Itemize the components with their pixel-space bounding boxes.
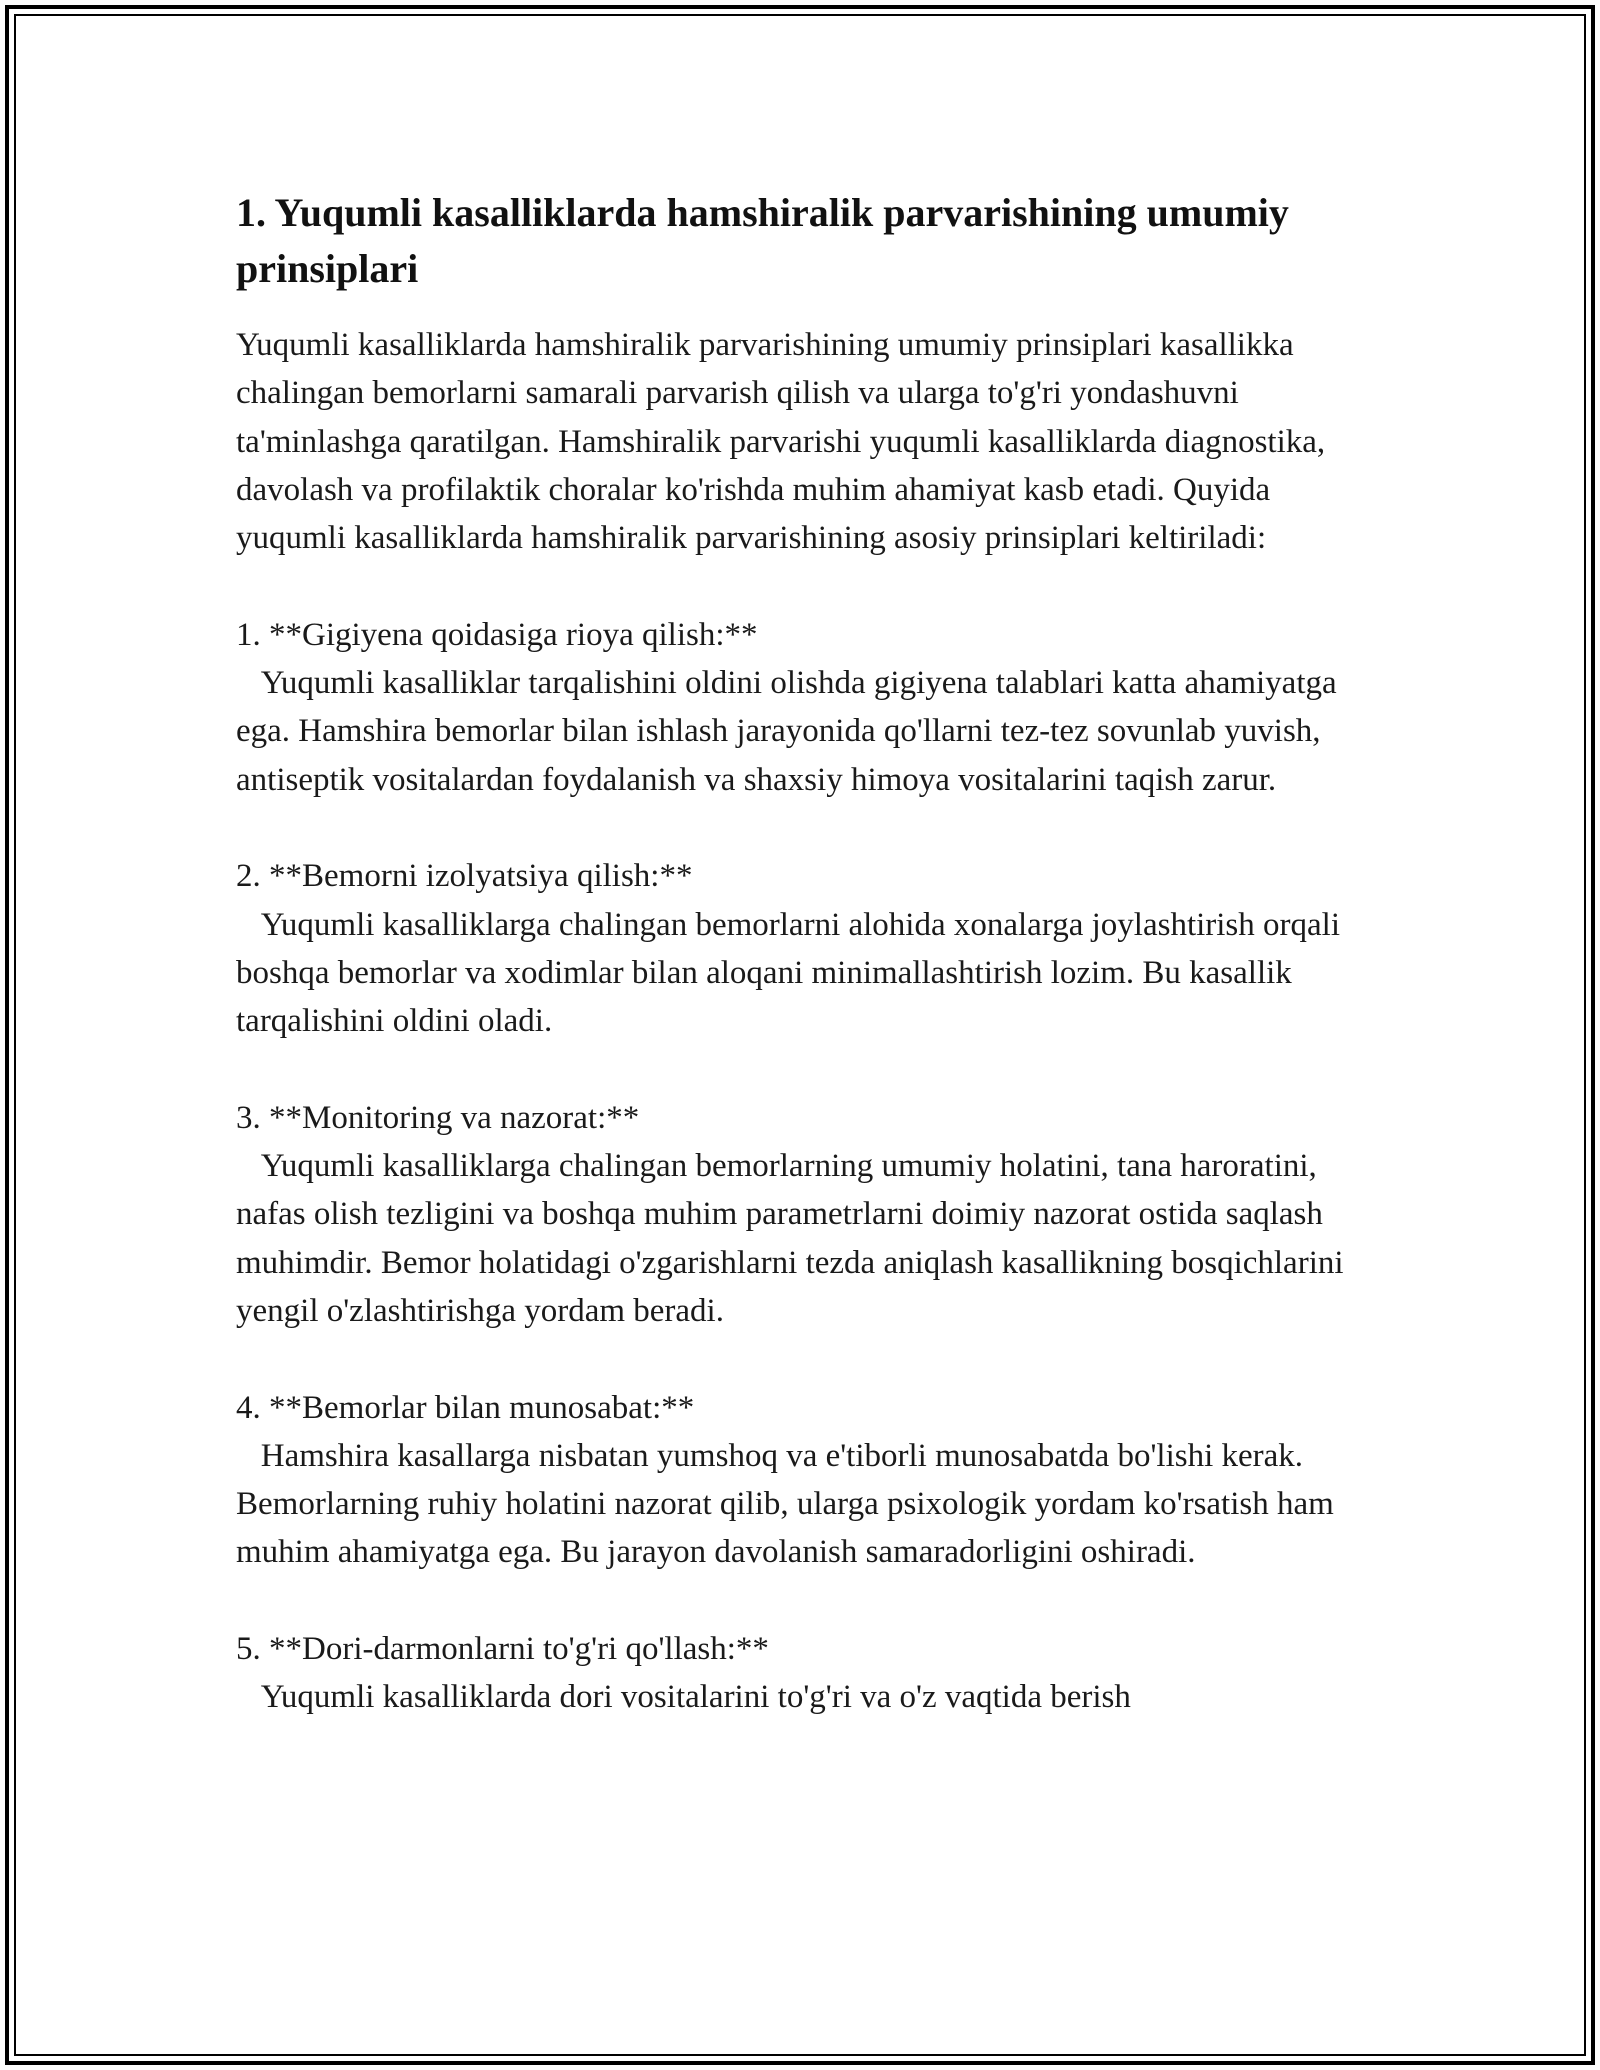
document-body: Yuqumli kasalliklarda hamshiralik parvarishining umumiy prinsiplari kasallikka chalingan bemorlarni samarali parvarish qilish va ularga to'g'ri yondashuvni ta'minlashga qaratilgan. Hamshiralik parvarishi yuqumli kasalliklarda diagnostika, davolash va profilaktik choralar ko'rishda muhim ahamiyat kasb etadi. Quyida yuqumli kasalliklarda hamshiralik parvarishining asosiy prinsiplari keltiriladi: 1. **Gigiyena qoidasiga rioya qilish:** Yuqumli kasalliklar tarqalishini oldini olishda gigiyena talablari katta ahamiyatga ega. Hamshira bemorlar bilan ishlash jarayonida qo'llarni tez-tez sovunlab yuvish, antiseptik vositalardan foydalanish va shaxsiy himoya vositalarini taqish zarur. 2. **Bemorni izolyatsiya qilish:** Yuqumli kasalliklarga chalingan bemorlarni alohida xonalarga joylashtirish orqali boshqa bemorlar va xodimlar bilan aloqani minimallashtirish lozim. Bu kasallik tarqalishini oldini oladi. 3. **Monitoring va nazorat:** Yuqumli kasalliklarga chalingan bemorlarning umumiy holatini, tana haroratini, nafas olish tezligini va boshqa muhim parametrlarni doimiy nazorat ostida saqlash muhimdir. Bemor holatidagi o'zgarishlarni tezda aniqlash kasallikning bosqichlarini yengil o'zlashtirishga yordam beradi. 4. **Bemorlar bilan munosabat:** Hamshira kasallarga nisbatan yumshoq va e'tiborli munosabatda bo'lishi kerak. Bemorlarning ruhiy holatini nazorat qilib, ularga psixologik yordam ko'rsatish ham muhim ahamiyatga ega. Bu jarayon davolanish samaradorligini oshiradi. 5. **Dori-darmonlarni to'g'ri qo'llash:** Yuqumli kasalliklarda dori vositalarini to'g'ri va o'z vaqtida berish	[236, 327, 1344, 1716]
document-page	[236, 185, 1376, 1722]
document-title: 1. Yuqumli kasalliklarda hamshiralik parvarishining umumiy prinsiplari	[236, 190, 1289, 291]
